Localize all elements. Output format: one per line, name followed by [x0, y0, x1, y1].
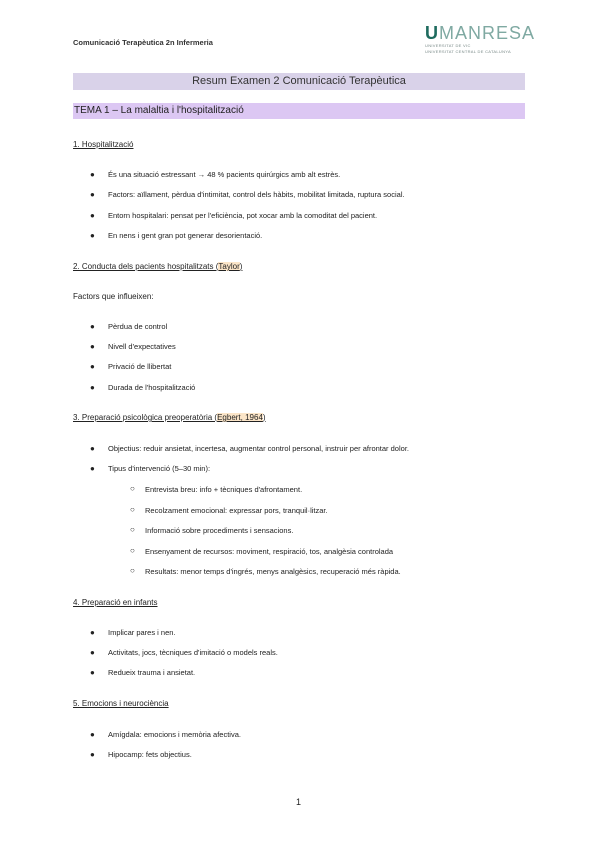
section-2-intro: Factors que influeixen:: [73, 292, 154, 301]
header-course: Comunicació Terapèutica 2n Infermeria: [73, 38, 213, 47]
section-3-heading: 3. Preparació psicològica preoperatòria (Egbert, 1964): [73, 413, 266, 422]
document-title: Resum Examen 2 Comunicació Terapèutica: [73, 73, 525, 90]
umanresa-logo: UMANRESA UNIVERSITAT DE VIC UNIVERSITAT CENTRAL DE CATALUNYA: [425, 23, 536, 54]
section-1-heading: 1. Hospitalització: [73, 140, 134, 149]
section-2-heading: 2. Conducta dels pacients hospitalitzats (Taylor): [73, 262, 243, 271]
logo-subtitle-1: UNIVERSITAT DE VIC: [425, 43, 471, 48]
logo-subtitle-2: UNIVERSITAT CENTRAL DE CATALUNYA: [425, 49, 511, 54]
page-number: 1: [296, 797, 302, 807]
section-4-heading: 4. Preparació en infants: [73, 598, 158, 607]
tema-heading: TEMA 1 – La malaltia i l'hospitalització: [73, 103, 525, 119]
section-5-heading: 5. Emocions i neurociència: [73, 699, 169, 708]
